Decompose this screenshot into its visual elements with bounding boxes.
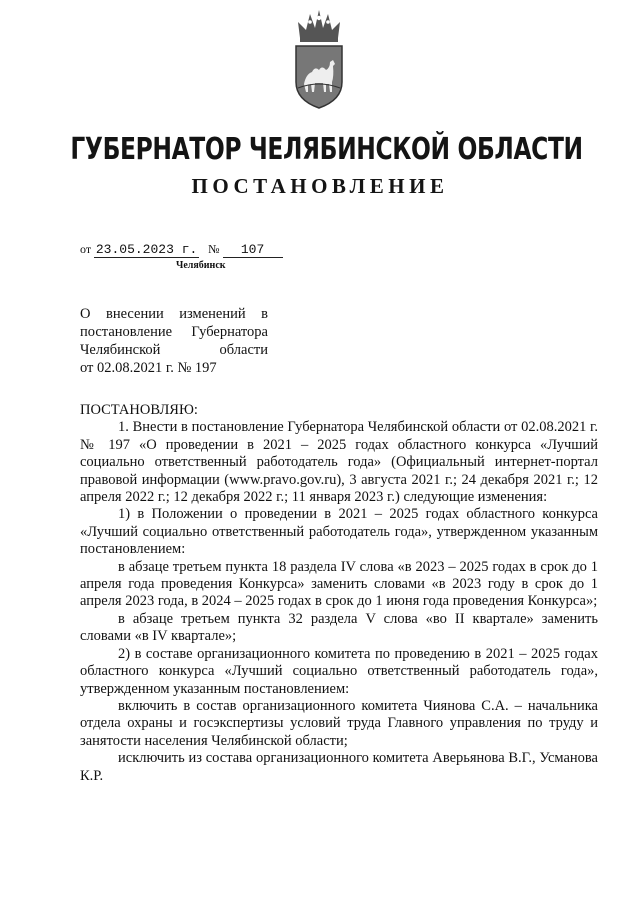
city-label: Челябинск	[176, 260, 226, 271]
body-paragraph: 1) в Положении о проведении в 2021 – 2025 годах областного конкурса «Лучший социально ответственный работодатель года», утвержденном указанным постановлением:	[80, 506, 598, 558]
document-subject	[80, 305, 268, 377]
document-number: 107	[223, 243, 283, 258]
coat-of-arms-icon	[288, 8, 350, 110]
body-paragraph: 1. Внести в постановление Губернатора Челябинской области от 02.08.2021 г. № 197 «О проведении в 2021 – 2025 годах областного конкурса «Лучший социально ответственный работодатель года» (Официальный интернет-портал правовой информации (www.pravo.gov.ru), 3 августа 2021 г.; 24 декабря 2021 г.; 12 апреля 2022 г.; 12 декабря 2022 г.; 11 января 2023 г.) следующие изменения:	[80, 419, 598, 506]
document-date: 23.05.2023 г.	[95, 242, 198, 257]
subject-line: постановление Губернатора	[80, 324, 268, 340]
document-type-title: ПОСТАНОВЛЕНИЕ	[191, 174, 449, 198]
resolve-heading: ПОСТАНОВЛЯЮ:	[80, 402, 198, 418]
body-paragraph: в абзаце третьем пункта 18 раздела IV слова «в 2023 – 2025 годах в срок до 1 апреля года проведения Конкурса» заменить словами «в 2023 году в срок до 1 апреля 2023 года, в 2024 – 2025 годах в срок до 1 июня года проведения Конкурса»;	[80, 558, 598, 610]
body-paragraph: исключить из состава организационного комитета Аверьянова В.Г., Усманова К.Р.	[80, 750, 598, 784]
number-prefix: №	[208, 242, 220, 256]
body-paragraph: 2) в составе организационного комитета по проведению в 2021 – 2025 годах областного конкурса «Лучший социально ответственный работодатель года», утвержденном указанным постановлением:	[80, 645, 598, 697]
issuing-authority-title: ГУБЕРНАТОР ЧЕЛЯБИНСКОЙ ОБЛАСТИ	[70, 132, 583, 167]
body-paragraph: включить в состав организационного комитета Чиянова С.А. – начальника отдела охраны и госэкспертизы условий труда Главного управления по труду и занятости населения Челябинской области;	[80, 697, 598, 749]
document-date-number-line	[80, 242, 283, 258]
subject-line: Челябинской области	[80, 342, 268, 358]
body-paragraph: в абзаце третьем пункта 32 раздела V слова «во II квартале» заменить словами «в IV квартале»;	[80, 610, 598, 645]
date-prefix: от	[80, 242, 92, 256]
subject-line: О внесении изменений в	[80, 306, 268, 322]
document-body	[80, 402, 598, 785]
subject-line: от 02.08.2021 г. № 197	[80, 360, 217, 376]
